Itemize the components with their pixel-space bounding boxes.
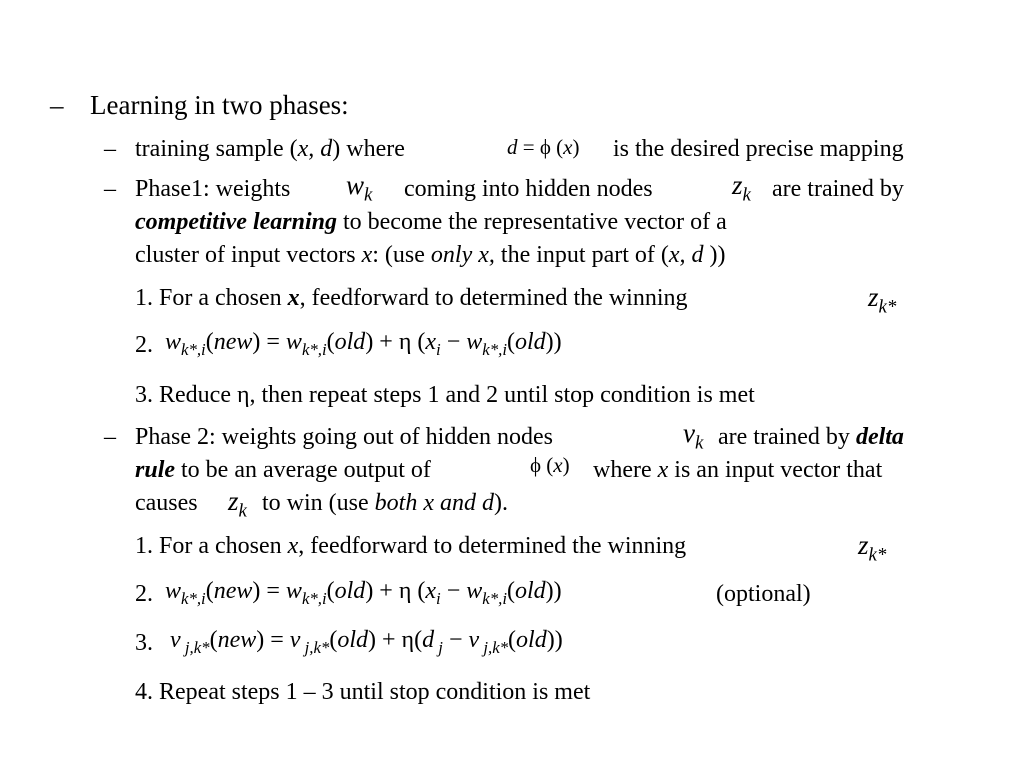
training-sample-line: training sample (x, d) where bbox=[135, 136, 405, 162]
phase1-trained-by: are trained by bbox=[772, 176, 904, 202]
phase1-line-3: cluster of input vectors x: (use only x, the input part of (x, d )) bbox=[135, 242, 726, 268]
optional-label: (optional) bbox=[716, 581, 811, 607]
phase2-step-1: 1. For a chosen x, feedforward to determined the winning bbox=[135, 533, 687, 559]
bullet-dash: – bbox=[50, 90, 64, 120]
phase1-line-1: Phase1: weights bbox=[135, 176, 291, 202]
phase2-line-2: rule to be an average output of bbox=[135, 457, 431, 483]
phase2-step-4: 4. Repeat steps 1 – 3 until stop condition is met bbox=[135, 679, 591, 705]
phase1-text-hidden-nodes: coming into hidden nodes bbox=[404, 176, 653, 202]
phase2-win-text: to win (use both x and d). bbox=[262, 490, 508, 516]
phase2-line-3: causes bbox=[135, 490, 198, 516]
phase2-step-2: 2. bbox=[135, 581, 153, 607]
node-vk: $v_k$ bbox=[683, 418, 704, 454]
phase2-line-1: Phase 2: weights going out of hidden nodes bbox=[135, 424, 553, 450]
phase2-update-equation: $w_{k*,i}(new) = w_{k*,i}(old) + \eta$ $(x_i - w_{k*,i}(old))$ bbox=[165, 578, 562, 608]
winning-zk-star: $z_{k*}$ bbox=[868, 282, 897, 318]
node-zk: $z_k$ bbox=[732, 170, 751, 206]
phase1-step-3: 3. Reduce η, then repeat steps 1 and 2 until stop condition is met bbox=[135, 382, 755, 408]
mapping-equation: d = ϕ (x) bbox=[507, 135, 580, 159]
phase2-trained-by: are trained by delta bbox=[718, 424, 904, 450]
weight-wk: $w_k$ bbox=[346, 170, 373, 206]
phase1-step-2: 2. bbox=[135, 332, 153, 358]
phase1-line-2: competitive learning to become the representative vector of a bbox=[135, 209, 727, 235]
competitive-update-equation: $w_{k*,i}(new) = w_{k*,i}(old) + \eta$ $(x_i - w_{k*,i}(old))$ bbox=[165, 329, 562, 359]
node-zk-2: $z_k$ bbox=[228, 486, 247, 522]
winning-zk-star-2: $z_{k*}$ bbox=[858, 530, 887, 566]
heading-learning-phases: Learning in two phases: bbox=[90, 90, 349, 120]
phase1-step-1: 1. For a chosen x, feedforward to determined the winning bbox=[135, 285, 688, 311]
bullet-dash: – bbox=[104, 176, 116, 202]
bullet-dash: – bbox=[104, 424, 116, 450]
phase2-step-3: 3. bbox=[135, 630, 153, 656]
desired-mapping-text: is the desired precise mapping bbox=[613, 136, 904, 162]
delta-rule-equation: v $_{j,k*}$(new) = v $_{j,k*}$(old) + η(d $_j$ − v $_{j,k*}$(old)) bbox=[170, 627, 563, 657]
phase2-where-x: where x is an input vector that bbox=[593, 457, 883, 483]
phi-x: ϕ (x) bbox=[530, 453, 570, 477]
bullet-dash: – bbox=[104, 136, 116, 162]
